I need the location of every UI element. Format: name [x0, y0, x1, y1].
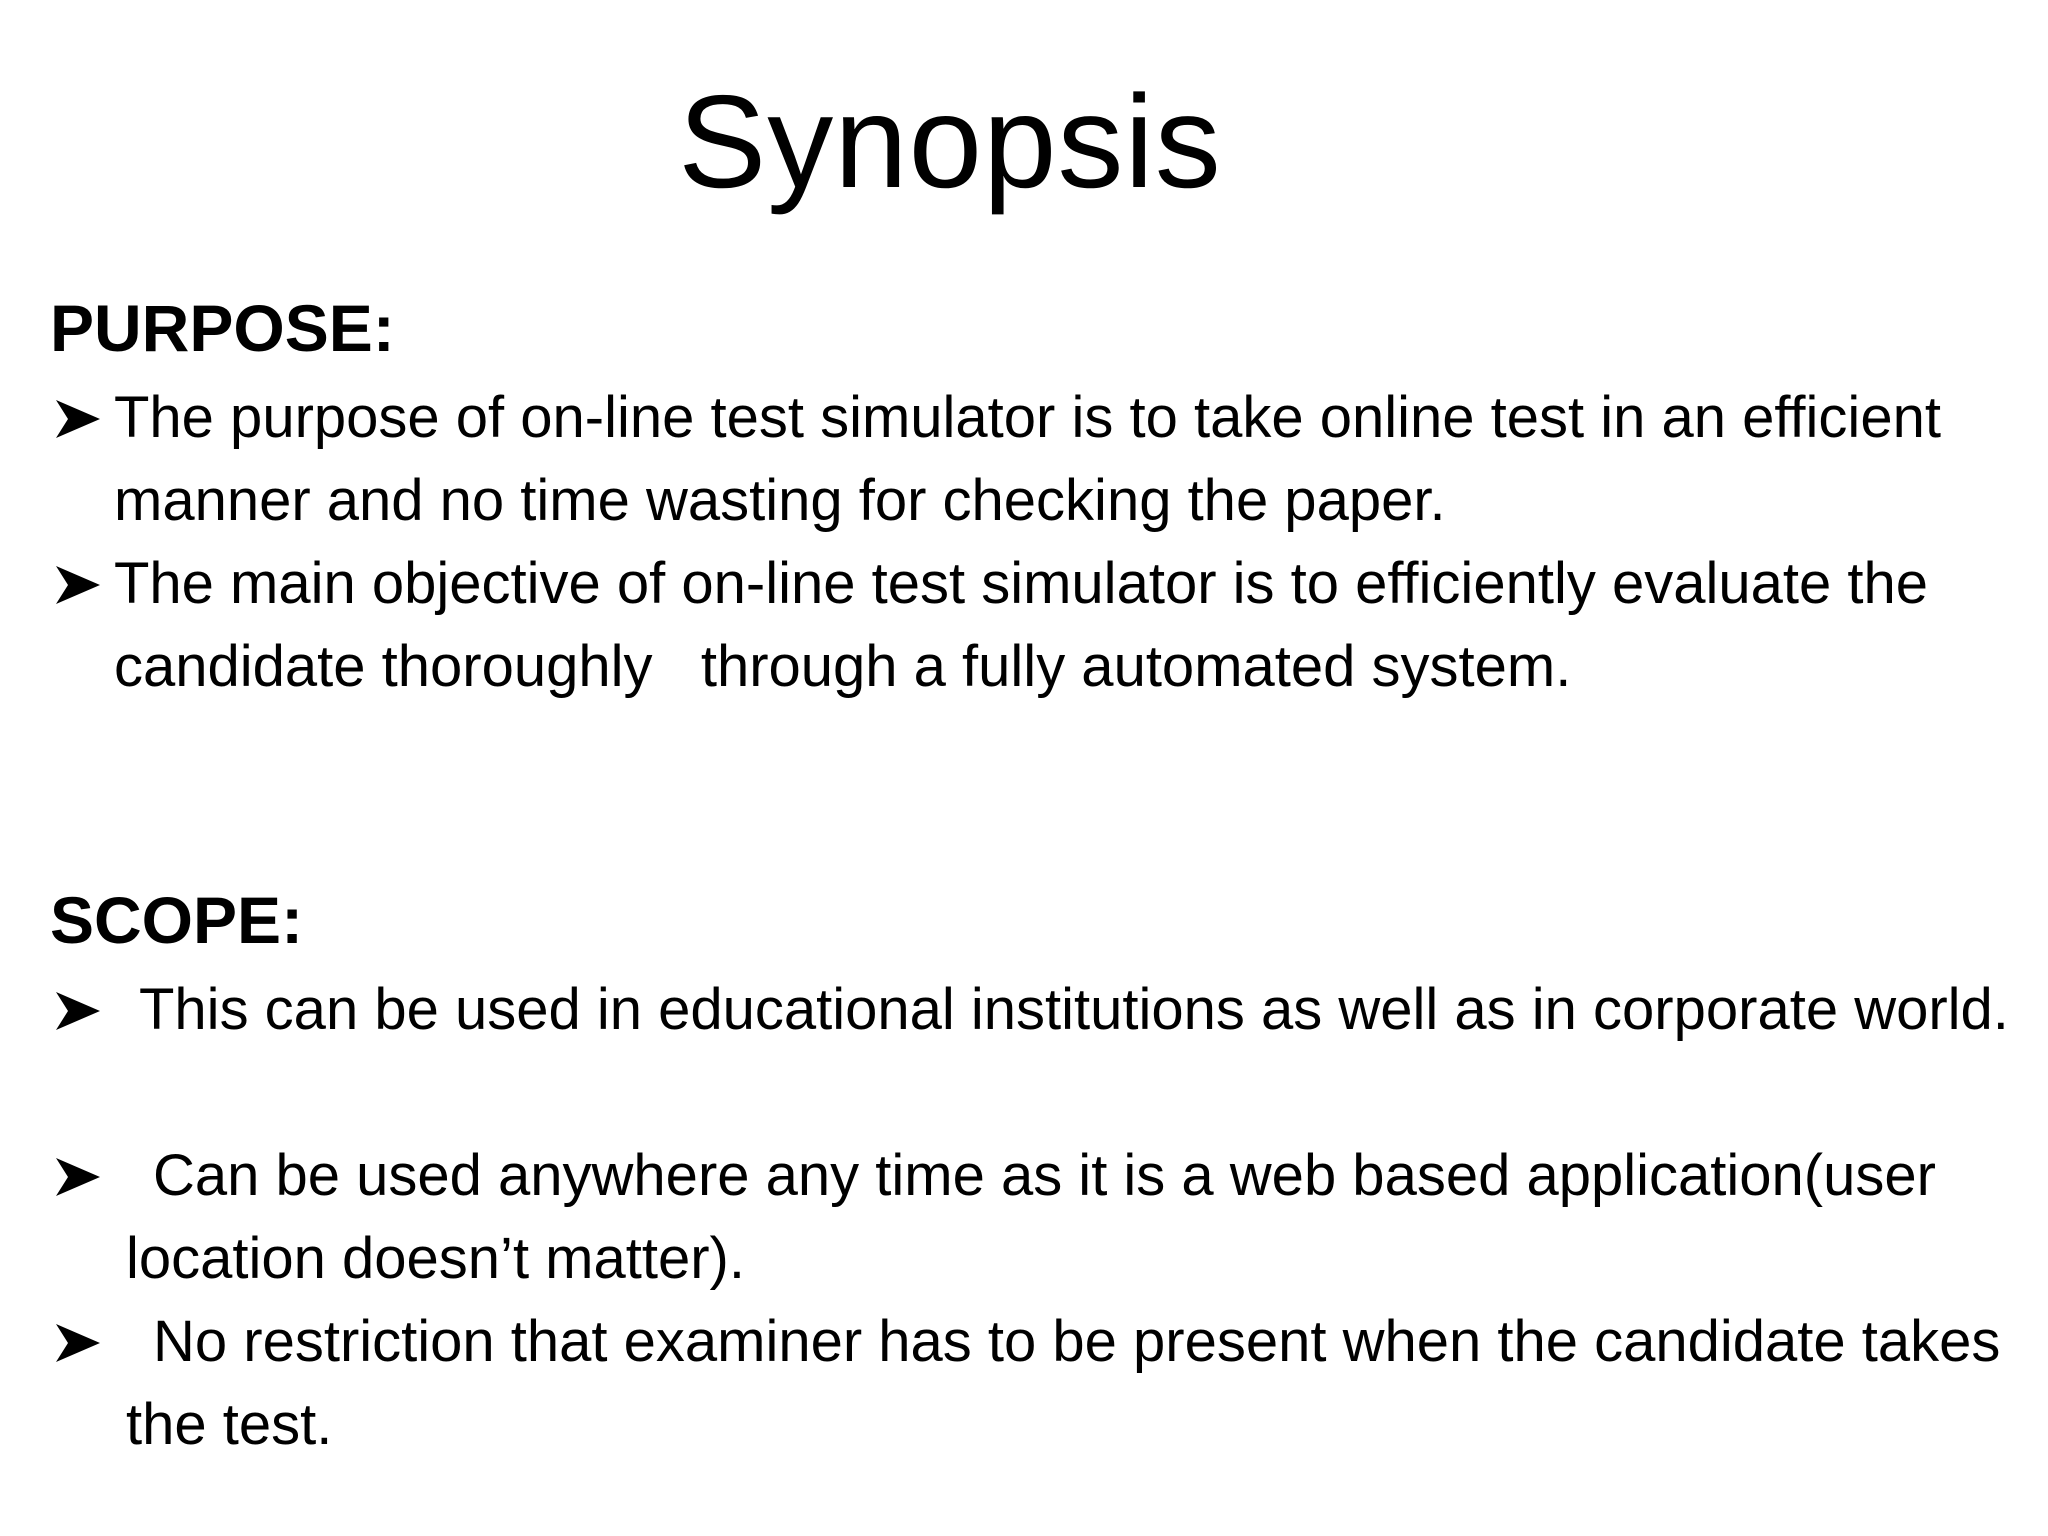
purpose-bullet [50, 376, 2010, 542]
arrowhead-bullet-icon [50, 968, 110, 1051]
scope-heading: SCOPE: [50, 883, 304, 957]
scope-bullet [50, 1300, 2017, 1466]
arrowhead-bullet-icon [50, 376, 110, 459]
purpose-bullet [50, 542, 2010, 708]
scope-bullet [50, 968, 2010, 1051]
scope-bullet-text: No restriction that examiner has to be present when the candidate takes the test. [126, 1309, 2017, 1457]
arrowhead-bullet-icon [50, 1300, 110, 1383]
purpose-bullet-text: The purpose of on-line test simulator is to take online test in an efficient manner and no time wasting for checking the paper. [114, 385, 1958, 533]
scope-bullet-text: Can be used anywhere any time as it is a web based application(user location doesn’t matter). [126, 1143, 1953, 1291]
arrowhead-bullet-icon [50, 1134, 110, 1217]
scope-bullet [50, 1134, 2010, 1300]
purpose-bullet-text: The main objective of on-line test simulator is to efficiently evaluate the candidate thoroughly through a fully automated system. [114, 551, 1945, 699]
purpose-heading: PURPOSE: [50, 291, 395, 365]
slide-title: Synopsis [678, 68, 1222, 215]
scope-bullet-text: This can be used in educational institutions as well as in corporate world. [139, 977, 2009, 1042]
arrowhead-bullet-icon [50, 542, 110, 625]
